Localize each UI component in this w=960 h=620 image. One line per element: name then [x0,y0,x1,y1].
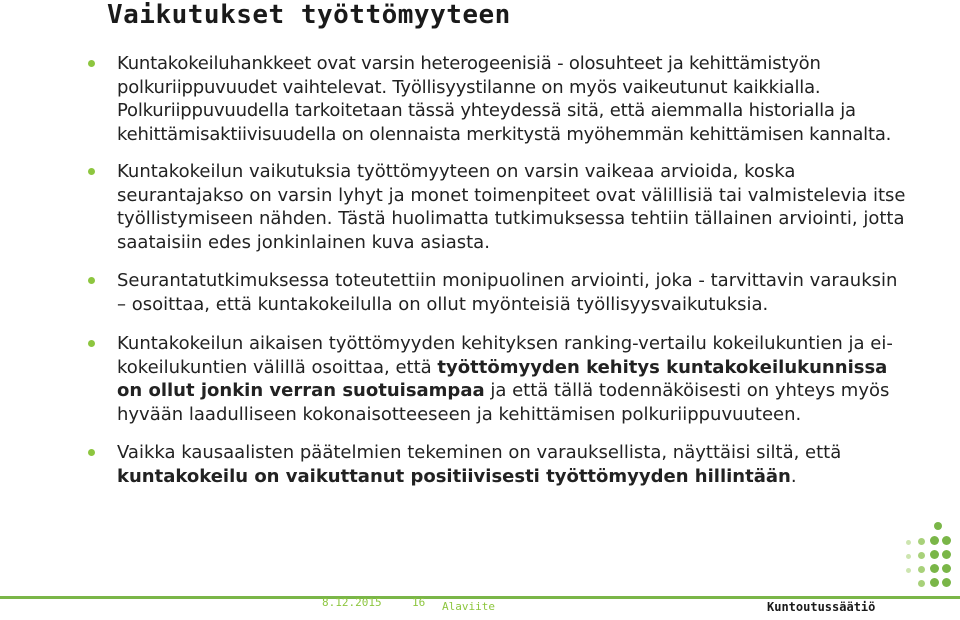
bullet-text: Seurantatutkimuksessa toteutettiin monipuolinen arviointi, joka - tarvittavin varauksin – osoittaa, että kuntakokeilulla on ollut myönteisiä työllisyysvaikutuksia. [117,270,898,315]
bullet-item [88,160,908,254]
organization-name: Kuntoutussäätiö [767,600,876,614]
footer-date: 8.12.2015 [322,596,382,609]
bullet-dot-icon [88,340,95,347]
bullet-item [88,441,908,488]
footer-footnote: Alaviite [442,600,495,613]
bullet-text: Kuntakokeiluhankkeet ovat varsin heterogeenisiä - olosuhteet ja kehittämistyön polkuriippuvuudet vaihtelevat. Työllisyystilanne on myös vaikeutunut kaikkialla. Polkuriippuvuudella tarkoitetaan tässä yhteydessä sitä, että aiemmalla historialla ja kehittämisaktiivisuudella on olennaista merkitystä myöhemmän kehittämisen kannalta. [117,53,892,145]
bullet-text: Kuntakokeilun aikaisen työttömyyden kehityksen ranking-vertailu kokeilukuntien ja ei-kokeilukuntien välillä osoittaa, että [117,333,893,378]
bullet-list [88,52,908,488]
bullet-dot-icon [88,277,95,284]
bullet-text: ja että tällä todennäköisesti on yhteys myös hyvään laadulliseen kokonaisotteeseen ja kehittämisen polkuriippuvuuteen. [117,380,890,425]
dots-logo-icon [900,522,952,594]
bullet-text: Vaikka kausaalisten päätelmien tekeminen on varauksellista, näyttäisi siltä, että [117,442,842,463]
bullet-text: . [790,465,797,487]
bullet-dot-icon [88,168,95,175]
page-number: 16 [412,596,426,609]
bullet-bold-text: työttömyyden kehitys kuntakokeilukunnissa on ollut jonkin verran suotuisampaa [117,356,888,401]
bullet-dot-icon [88,449,95,456]
bullet-text: Kuntakokeilun vaikutuksia työttömyyteen on varsin vaikeaa arvioida, koska seurantajakso on varsin lyhyt ja monet toimenpiteet ovat välillisiä tai valmistelevia itse työllistymiseen nähden. Tästä huolimatta tutkimuksessa tehtiin tällainen arviointi, jotta saataisiin edes jonkinlainen kuva asiasta. [117,161,906,253]
bullet-item [88,332,908,426]
bullet-bold-text: kuntakokeilu on vaikuttanut positiivisesti työttömyyden hillintään [117,465,791,487]
bullet-item [88,269,908,316]
slide-title: Vaikutukset työttömyyteen [107,0,511,30]
footer-divider [0,596,960,599]
bullet-item [88,52,908,146]
bullet-dot-icon [88,60,95,67]
